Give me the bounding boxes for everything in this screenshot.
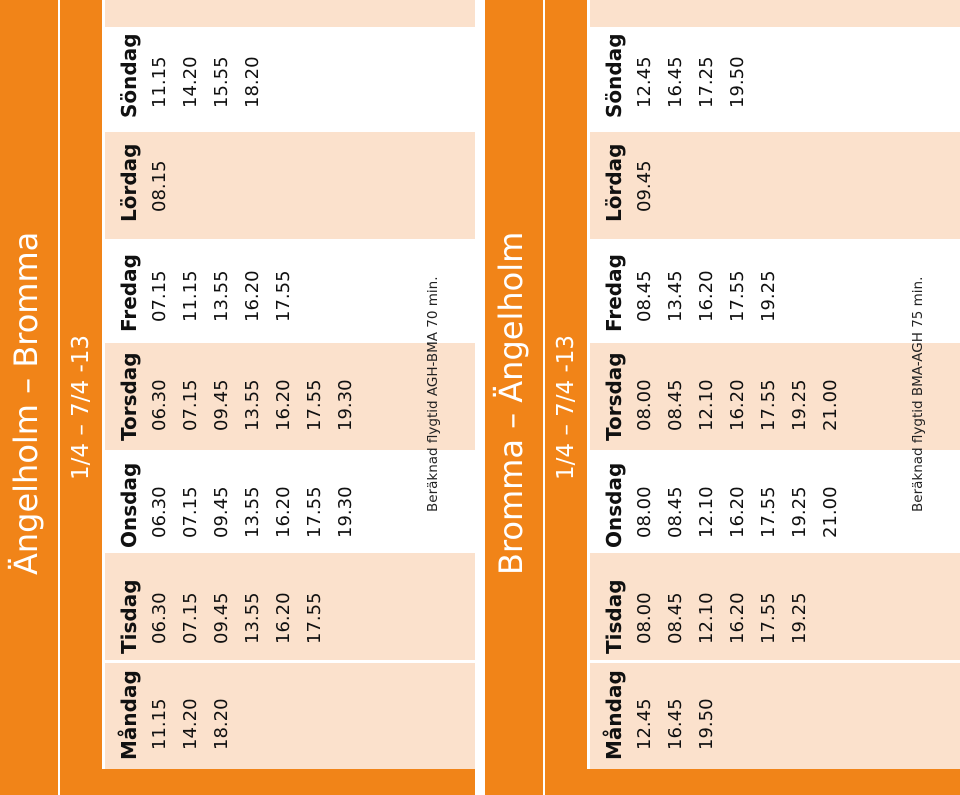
bottom-band	[102, 769, 475, 795]
departure-time: 06.30	[149, 592, 170, 644]
departure-time: 17.55	[304, 379, 325, 431]
day-column-onsdag	[600, 441, 628, 548]
day-header: Torsdag	[602, 352, 626, 441]
departure-time: 17.55	[727, 270, 748, 322]
day-column-söndag	[600, 11, 628, 118]
departure-time: 19.25	[758, 270, 779, 322]
departure-time: 12.10	[696, 592, 717, 644]
period-label: 1/4 – 7/4 -13	[553, 334, 579, 480]
departure-time: 16.20	[727, 592, 748, 644]
day-column-tisdag	[115, 547, 143, 654]
day-header: Söndag	[602, 33, 626, 118]
day-header: Lördag	[117, 143, 141, 222]
departure-time: 09.45	[634, 160, 655, 212]
departure-time: 08.45	[634, 270, 655, 322]
departure-time: 14.20	[180, 698, 201, 750]
day-column-måndag	[115, 653, 143, 760]
departure-time: 08.00	[634, 486, 655, 538]
departure-time: 16.20	[273, 592, 294, 644]
departure-time: 19.25	[789, 592, 810, 644]
day-header: Onsdag	[117, 462, 141, 548]
departure-time: 07.15	[180, 592, 201, 644]
departure-time: 06.30	[149, 486, 170, 538]
day-header: Tisdag	[117, 579, 141, 654]
departure-time: 13.45	[665, 270, 686, 322]
day-header: Tisdag	[602, 579, 626, 654]
day-column-lördag	[600, 115, 628, 222]
flight-time-note: Beräknad flygtid AGH-BMA 70 min.	[425, 276, 441, 512]
departure-time: 06.30	[149, 379, 170, 431]
departure-time: 13.55	[211, 270, 232, 322]
departure-time: 17.55	[758, 379, 779, 431]
departure-time: 09.45	[211, 486, 232, 538]
departure-time: 08.00	[634, 379, 655, 431]
departure-time: 16.20	[727, 486, 748, 538]
departure-time: 11.15	[180, 270, 201, 322]
departure-time: 16.20	[242, 270, 263, 322]
departure-time: 14.20	[180, 56, 201, 108]
departure-time: 09.45	[211, 379, 232, 431]
day-header: Lördag	[602, 143, 626, 222]
departure-time: 17.55	[758, 486, 779, 538]
day-column-fredag	[115, 225, 143, 332]
departure-time: 08.15	[149, 160, 170, 212]
departure-time: 16.20	[727, 379, 748, 431]
departure-time: 17.55	[304, 486, 325, 538]
timetable-1	[485, 0, 960, 795]
departure-time: 12.45	[634, 698, 655, 750]
departure-time: 19.30	[335, 379, 356, 431]
day-header: Torsdag	[117, 352, 141, 441]
departure-time: 19.30	[335, 486, 356, 538]
departure-time: 16.20	[696, 270, 717, 322]
departure-time: 16.45	[665, 56, 686, 108]
departure-time: 21.00	[820, 486, 841, 538]
departure-time: 21.00	[820, 379, 841, 431]
day-column-onsdag	[115, 441, 143, 548]
departure-time: 17.55	[304, 592, 325, 644]
day-column-söndag	[115, 11, 143, 118]
departure-time: 13.55	[242, 379, 263, 431]
day-column-fredag	[600, 225, 628, 332]
day-header: Fredag	[117, 254, 141, 332]
departure-time: 15.55	[211, 56, 232, 108]
route-title: Ängelholm – Bromma	[7, 231, 45, 575]
departure-time: 17.55	[758, 592, 779, 644]
departure-time: 12.10	[696, 379, 717, 431]
day-header: Onsdag	[602, 462, 626, 548]
day-header: Måndag	[602, 670, 626, 760]
departure-time: 18.20	[211, 698, 232, 750]
day-column-lördag	[115, 115, 143, 222]
row-stripe	[590, 0, 960, 27]
departure-time: 19.50	[727, 56, 748, 108]
departure-time: 13.55	[242, 592, 263, 644]
row-stripe	[105, 0, 475, 27]
departure-time: 16.20	[273, 379, 294, 431]
departure-time: 07.15	[149, 270, 170, 322]
departure-time: 17.55	[273, 270, 294, 322]
departure-time: 19.25	[789, 486, 810, 538]
departure-time: 17.25	[696, 56, 717, 108]
day-header: Fredag	[602, 254, 626, 332]
day-column-torsdag	[115, 334, 143, 441]
departure-time: 07.15	[180, 486, 201, 538]
day-header: Söndag	[117, 33, 141, 118]
flight-time-note: Beräknad flygtid BMA-AGH 75 min.	[910, 276, 926, 512]
departure-time: 18.20	[242, 56, 263, 108]
departure-time: 12.10	[696, 486, 717, 538]
day-column-torsdag	[600, 334, 628, 441]
departure-time: 19.50	[696, 698, 717, 750]
day-header: Måndag	[117, 670, 141, 760]
departure-time: 13.55	[242, 486, 263, 538]
period-label: 1/4 – 7/4 -13	[68, 334, 94, 480]
day-column-måndag	[600, 653, 628, 760]
departure-time: 08.45	[665, 486, 686, 538]
timetable-0	[0, 0, 475, 795]
departure-time: 12.45	[634, 56, 655, 108]
departure-time: 07.15	[180, 379, 201, 431]
departure-time: 11.15	[149, 56, 170, 108]
departure-time: 08.45	[665, 379, 686, 431]
departure-time: 19.25	[789, 379, 810, 431]
day-column-tisdag	[600, 547, 628, 654]
departure-time: 11.15	[149, 698, 170, 750]
bottom-band	[587, 769, 960, 795]
departure-time: 16.45	[665, 698, 686, 750]
departure-time: 08.45	[665, 592, 686, 644]
departure-time: 09.45	[211, 592, 232, 644]
departure-time: 08.00	[634, 592, 655, 644]
departure-time: 16.20	[273, 486, 294, 538]
route-title: Bromma – Ängelholm	[492, 231, 530, 575]
